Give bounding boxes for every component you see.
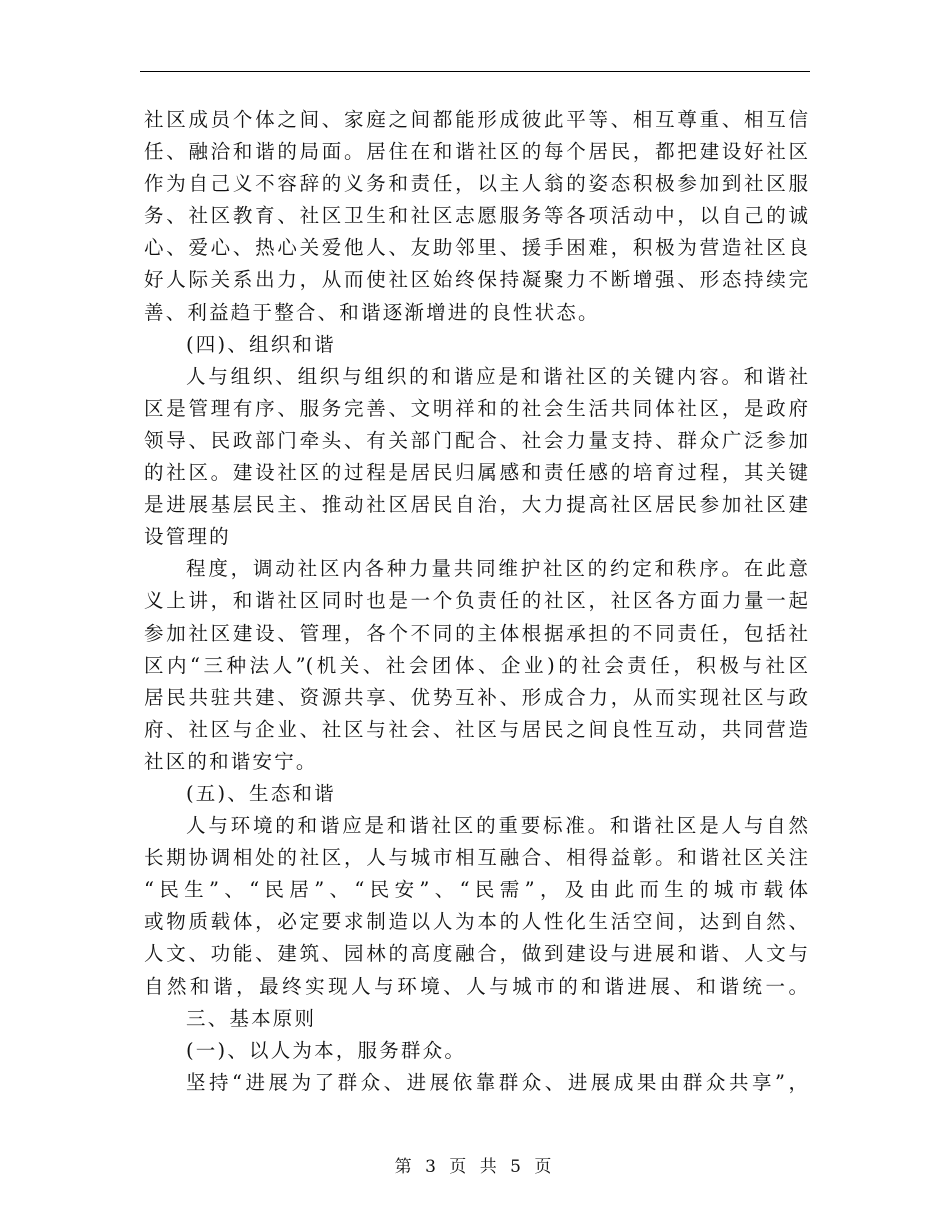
text-line: 居民共驻共建、资源共享、优势互补、形成合力，从而实现社区与政	[144, 685, 808, 709]
text-line: 自然和谐，最终实现人与环境、人与城市的和谐进展、和谐统一。	[144, 974, 808, 998]
text-line: 人文、功能、建筑、园林的高度融合，做到建设与进展和谐、人文与	[144, 942, 808, 966]
text-line: (五)、生态和谐	[186, 781, 336, 805]
text-line: 好人际关系出力，从而使社区始终保持凝聚力不断增强、形态持续完	[144, 268, 808, 292]
text-line: 人与环境的和谐应是和谐社区的重要标准。和谐社区是人与自然	[186, 814, 808, 838]
text-line: (一)、以人为本，服务群众。	[186, 1038, 467, 1062]
text-line: 社区成员个体之间、家庭之间都能形成彼此平等、相互尊重、相互信	[144, 108, 808, 131]
text-line: 善、利益趋于整合、和谐逐渐增进的良性状态。	[144, 300, 600, 324]
text-line: 坚持“进展为了群众、进展依靠群众、进展成果由群众共享”，	[186, 1070, 808, 1094]
text-line: 程度，调动社区内各种力量共同维护社区的约定和秩序。在此意	[186, 557, 808, 581]
page-number: 第 3 页 共 5 页	[394, 1157, 556, 1177]
text-line: 心、爱心、热心关爱他人、友助邻里、援手困难，积极为营造社区良	[144, 236, 808, 260]
text-line: 任、融洽和谐的局面。居住在和谐社区的每个居民，都把建设好社区	[144, 140, 808, 164]
text-line: 设管理的	[144, 525, 231, 549]
header-rule	[140, 71, 810, 72]
text-line: 领导、民政部门牵头、有关部门配合、社会力量支持、群众广泛参加	[144, 428, 808, 452]
text-line: 府、社区与企业、社区与社会、社区与居民之间良性互动，共同营造	[144, 717, 808, 741]
text-line: (四)、组织和谐	[186, 332, 336, 356]
text-line: 社区的和谐安宁。	[144, 749, 318, 773]
text-line: 区是管理有序、服务完善、文明祥和的社会生活共同体社区，是政府	[144, 396, 808, 420]
text-line: 是进展基层民主、推动社区居民自治，大力提高社区居民参加社区建	[144, 493, 808, 517]
text-line: 人与组织、组织与组织的和谐应是和谐社区的关键内容。和谐社	[186, 364, 808, 388]
text-line: 义上讲，和谐社区同时也是一个负责任的社区，社区各方面力量一起	[144, 589, 808, 613]
text-line: 作为自己义不容辞的义务和责任，以主人翁的姿态积极参加到社区服	[144, 172, 808, 196]
text-line: 三、基本原则	[186, 1006, 317, 1030]
document-body	[144, 104, 808, 1099]
text-line: 或物质载体，必定要求制造以人为本的人性化生活空间，达到自然、	[144, 910, 808, 934]
text-line: 参加社区建设、管理，各个不同的主体根据承担的不同责任，包括社	[144, 621, 808, 645]
text-line: 的社区。建设社区的过程是居民归属感和责任感的培育过程，其关键	[144, 461, 808, 485]
text-line: “民生”、“民居”、“民安”、“民需”，及由此而生的城市载体	[144, 878, 808, 902]
text-line: 长期协调相处的社区，人与城市相互融合、相得益彰。和谐社区关注	[144, 846, 808, 870]
text-line: 区内“三种法人”(机关、社会团体、企业)的社会责任，积极与社区	[144, 653, 808, 677]
text-line: 务、社区教育、社区卫生和社区志愿服务等各项活动中，以自己的诚	[144, 204, 808, 228]
